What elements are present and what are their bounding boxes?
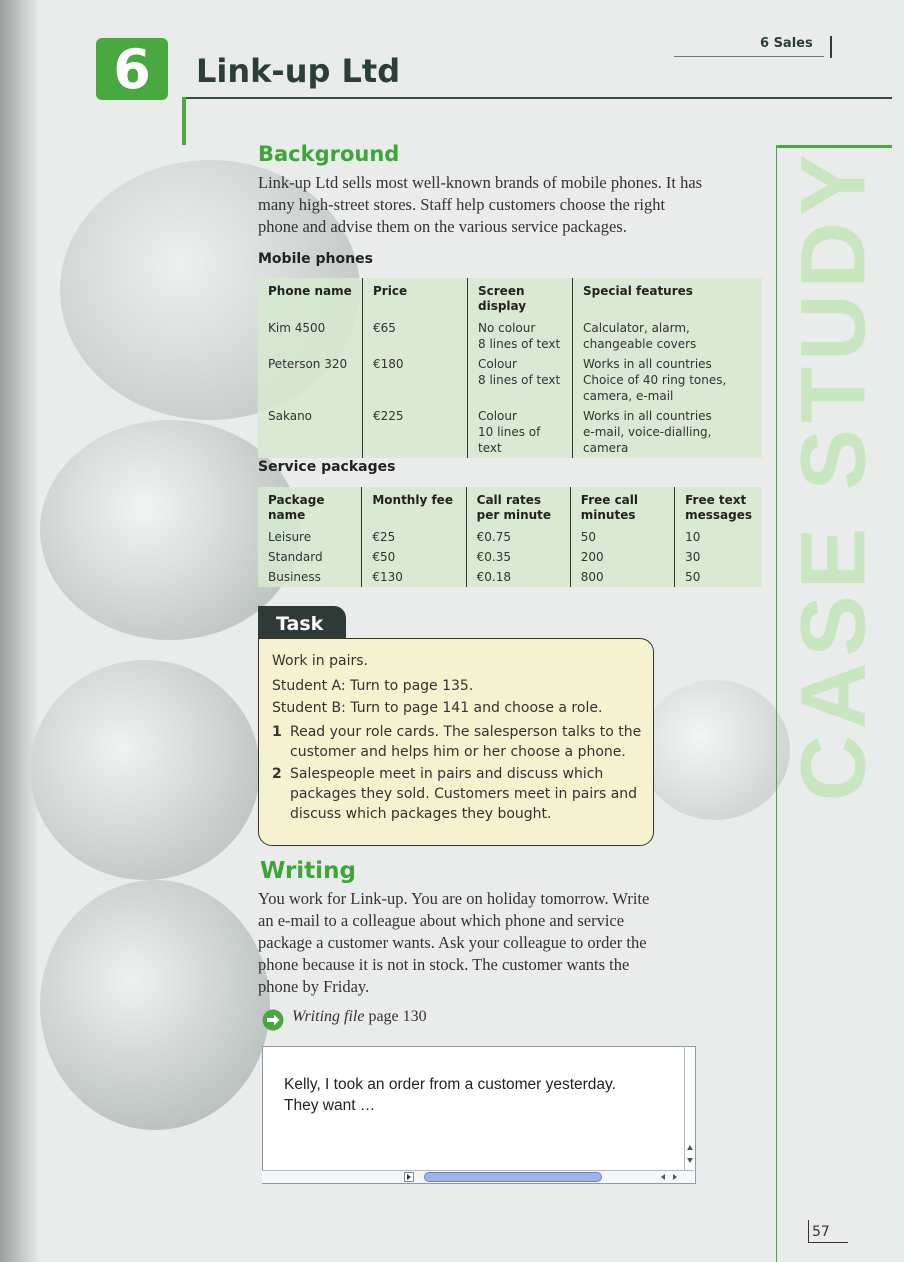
cell-line: Works in all countries bbox=[583, 409, 712, 423]
section-rule bbox=[674, 56, 824, 57]
background-heading: Background bbox=[258, 142, 400, 166]
table-cell: 200 bbox=[570, 547, 674, 567]
task-step-number: 1 bbox=[272, 724, 282, 740]
scroll-left-icon[interactable] bbox=[658, 1172, 668, 1182]
phone-screen bbox=[468, 406, 573, 458]
vertical-scrollbar[interactable] bbox=[684, 1046, 695, 1170]
header-line: per minute bbox=[476, 508, 552, 522]
section-label: 6 Sales bbox=[760, 36, 813, 51]
cell-line: Colour bbox=[478, 409, 517, 423]
table-cell: €0.18 bbox=[466, 567, 570, 587]
column-header bbox=[466, 487, 570, 527]
task-intro: Work in pairs. bbox=[272, 653, 368, 669]
column-header: Special features bbox=[573, 278, 763, 318]
cell-line: 8 lines of text bbox=[478, 373, 561, 387]
table-cell: €0.35 bbox=[466, 547, 570, 567]
cell-line: Works in all countries bbox=[583, 357, 712, 371]
phone-name: Kim 4500 bbox=[268, 321, 326, 335]
mobile-phones-heading: Mobile phones bbox=[258, 251, 373, 267]
writing-line: You work for Link-up. You are on holiday tomorrow. Write bbox=[258, 889, 650, 908]
table-cell: €25 bbox=[362, 527, 466, 547]
case-study-banner: CASE STUDY bbox=[782, 148, 885, 802]
table-cell: Leisure bbox=[268, 530, 312, 544]
service-packages-heading: Service packages bbox=[258, 459, 396, 475]
cell-line: changeable covers bbox=[583, 337, 697, 351]
header-line: Free call bbox=[580, 493, 639, 507]
background-line: phone and advise them on the various service packages. bbox=[258, 217, 627, 236]
header-line: Package name bbox=[268, 493, 325, 522]
table-row bbox=[258, 318, 762, 354]
cell-line: camera bbox=[583, 441, 629, 455]
phone-price: €225 bbox=[363, 406, 468, 458]
phone-price: €180 bbox=[363, 354, 468, 406]
task-step-line: Salespeople meet in pairs and discuss which bbox=[290, 766, 604, 782]
phone-name: Sakano bbox=[268, 409, 313, 423]
cell-line: e-mail, voice-dialling, bbox=[583, 425, 712, 439]
header-line: Call rates bbox=[476, 493, 541, 507]
chapter-number: 6 bbox=[113, 37, 151, 101]
header-rule bbox=[182, 97, 892, 99]
background-line: Link-up Ltd sells most well-known brands of mobile phones. It has bbox=[258, 173, 703, 192]
writing-text bbox=[258, 888, 649, 998]
writing-heading: Writing bbox=[260, 858, 356, 884]
column-header bbox=[675, 487, 762, 527]
phone-name: Peterson 320 bbox=[268, 357, 348, 371]
column-header: Phone name bbox=[268, 284, 352, 298]
arrow-right-icon bbox=[262, 1009, 284, 1031]
phone-screen bbox=[468, 318, 573, 354]
header-line: messages bbox=[685, 508, 752, 522]
page-number-tick bbox=[808, 1220, 809, 1242]
table-row bbox=[258, 527, 762, 547]
column-header: Screen display bbox=[468, 278, 573, 318]
table-row bbox=[258, 406, 762, 458]
page-title: Link-up Ltd bbox=[196, 52, 401, 90]
phone-features bbox=[573, 406, 763, 458]
phone-key-4 bbox=[40, 880, 270, 1130]
phone-key-5 bbox=[640, 680, 790, 820]
task-student-b: Student B: Turn to page 141 and choose a role. bbox=[272, 700, 603, 716]
task-step-line: customer and helps him or her choose a phone. bbox=[290, 744, 626, 760]
case-study-line bbox=[776, 145, 777, 1262]
phone-screen bbox=[468, 354, 573, 406]
task-step-line: discuss which packages they bought. bbox=[290, 806, 552, 822]
phone-price: €65 bbox=[363, 318, 468, 354]
table-cell: 30 bbox=[675, 547, 762, 567]
email-line: They want … bbox=[284, 1097, 376, 1114]
column-header bbox=[258, 487, 362, 527]
task-step-line: Read your role cards. The salesperson talks to the bbox=[290, 724, 642, 740]
phone-features bbox=[573, 354, 763, 406]
table-cell: 800 bbox=[570, 567, 674, 587]
table-cell: €0.75 bbox=[466, 527, 570, 547]
scrollbar-thumb[interactable] bbox=[424, 1172, 602, 1182]
task-step bbox=[290, 722, 641, 762]
writing-line: an e-mail to a colleague about which phone and service bbox=[258, 911, 625, 930]
header-line: minutes bbox=[580, 508, 636, 522]
column-header: Price bbox=[363, 278, 468, 318]
table-header-row bbox=[258, 278, 762, 318]
writing-file-reference[interactable] bbox=[292, 1008, 427, 1026]
table-cell: 50 bbox=[570, 527, 674, 547]
table-cell: 10 bbox=[675, 527, 762, 547]
cell-line: Calculator, alarm, bbox=[583, 321, 690, 335]
writing-file-link[interactable]: Writing file bbox=[292, 1008, 365, 1025]
scroll-right-icon[interactable] bbox=[404, 1172, 414, 1182]
cell-line: 10 lines of text bbox=[478, 425, 541, 455]
cell-line: No colour bbox=[478, 321, 536, 335]
task-step-number: 2 bbox=[272, 766, 282, 782]
section-tick bbox=[830, 36, 832, 58]
email-body[interactable] bbox=[284, 1074, 616, 1116]
task-label: Task bbox=[258, 606, 346, 638]
phone-features bbox=[573, 318, 763, 354]
table-cell: €130 bbox=[362, 567, 466, 587]
task-student-a: Student A: Turn to page 135. bbox=[272, 678, 474, 694]
email-line: Kelly, I took an order from a customer yesterday. bbox=[284, 1076, 616, 1093]
task-step-line: packages they sold. Customers meet in pairs and bbox=[290, 786, 638, 802]
table-header-row bbox=[258, 487, 762, 527]
table-row bbox=[258, 567, 762, 587]
table-row bbox=[258, 354, 762, 406]
cell-line: 8 lines of text bbox=[478, 337, 561, 351]
background-line: many high-street stores. Staff help customers choose the right bbox=[258, 195, 666, 214]
cell-line: camera, e-mail bbox=[583, 389, 674, 403]
table-cell: Business bbox=[268, 570, 321, 584]
table-cell: Standard bbox=[268, 550, 323, 564]
phone-key-3 bbox=[30, 660, 260, 880]
page-number-rule bbox=[808, 1242, 848, 1243]
task-step bbox=[290, 764, 637, 824]
scroll-down-icon[interactable] bbox=[686, 1156, 694, 1164]
column-header bbox=[570, 487, 674, 527]
cell-line: Choice of 40 ring tones, bbox=[583, 373, 727, 387]
scroll-right-icon[interactable] bbox=[670, 1172, 680, 1182]
background-text bbox=[258, 172, 702, 238]
column-header bbox=[362, 487, 466, 527]
header-accent bbox=[182, 97, 186, 145]
header-line: Monthly fee bbox=[372, 493, 453, 507]
table-row bbox=[258, 547, 762, 567]
chapter-badge bbox=[96, 38, 168, 100]
table-cell: 50 bbox=[675, 567, 762, 587]
mobile-phones-table bbox=[258, 278, 762, 458]
writing-line: phone because it is not in stock. The customer wants the bbox=[258, 955, 630, 974]
table-cell: €50 bbox=[362, 547, 466, 567]
scroll-up-icon[interactable] bbox=[686, 1144, 694, 1152]
page-number: 57 bbox=[812, 1224, 830, 1240]
writing-line: phone by Friday. bbox=[258, 977, 370, 996]
header-line: Free text bbox=[685, 493, 747, 507]
writing-file-page: page 130 bbox=[368, 1008, 427, 1025]
page-gutter bbox=[0, 0, 38, 1262]
writing-line: package a customer wants. Ask your colleague to order the bbox=[258, 933, 647, 952]
cell-line: Colour bbox=[478, 357, 517, 371]
service-packages-table bbox=[258, 487, 762, 587]
